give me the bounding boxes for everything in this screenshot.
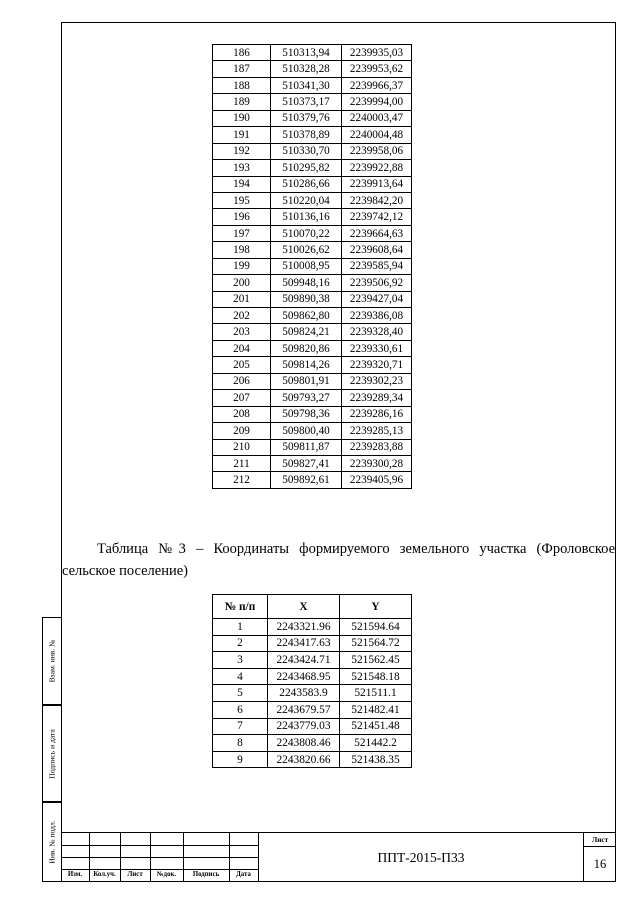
cell-point-number: 206 xyxy=(213,373,271,389)
side-stamp-label: Подпись и дата xyxy=(47,728,57,779)
table-row xyxy=(213,45,412,61)
table-row xyxy=(213,258,412,274)
column-header-number: № п/п xyxy=(213,595,268,619)
cell-x: 509892,61 xyxy=(271,472,342,488)
cell-point-number: 197 xyxy=(213,225,271,241)
cell-y: 521442.2 xyxy=(340,735,412,752)
cell-y: 2240003,47 xyxy=(342,110,412,126)
cell-x: 510313,94 xyxy=(271,45,342,61)
table-row xyxy=(213,373,412,389)
title-block-label-change: Изм. xyxy=(67,871,83,878)
cell-point-number: 199 xyxy=(213,258,271,274)
column-header-y: Y xyxy=(340,595,412,619)
cell-y: 2239608,64 xyxy=(342,242,412,258)
title-block-label-signature: Подпись xyxy=(192,871,220,878)
table-row xyxy=(213,225,412,241)
cell-point-number: 211 xyxy=(213,455,271,471)
cell-x: 509800,40 xyxy=(271,423,342,439)
title-block-label-doc-number: №док. xyxy=(156,871,177,878)
cell-point-number: 203 xyxy=(213,324,271,340)
cell-x: 2243583.9 xyxy=(268,685,340,702)
table-row xyxy=(213,61,412,77)
table-row xyxy=(213,685,412,702)
cell-y: 521564.72 xyxy=(340,635,412,652)
cell-y: 2239994,00 xyxy=(342,94,412,110)
cell-x: 510373,17 xyxy=(271,94,342,110)
side-stamp-signature-date xyxy=(42,705,61,802)
side-stamp-label: Инв. № подл. xyxy=(47,820,57,864)
table-row xyxy=(213,455,412,471)
cell-x: 509814,26 xyxy=(271,357,342,373)
table-row xyxy=(213,340,412,356)
cell-x: 509798,36 xyxy=(271,406,342,422)
cell-point-number: 194 xyxy=(213,176,271,192)
coordinates-table-3 xyxy=(212,594,412,768)
cell-y: 521511.1 xyxy=(340,685,412,702)
cell-point-number: 8 xyxy=(213,735,268,752)
cell-y: 2239289,34 xyxy=(342,390,412,406)
cell-x: 510286,66 xyxy=(271,176,342,192)
table-row xyxy=(213,291,412,307)
cell-point-number: 1 xyxy=(213,619,268,636)
table-row xyxy=(213,308,412,324)
cell-y: 2239664,63 xyxy=(342,225,412,241)
cell-y: 2239506,92 xyxy=(342,275,412,291)
cell-x: 509793,27 xyxy=(271,390,342,406)
cell-y: 2239427,04 xyxy=(342,291,412,307)
cell-y: 2239842,20 xyxy=(342,192,412,208)
cell-x: 510008,95 xyxy=(271,258,342,274)
cell-x: 2243417.63 xyxy=(268,635,340,652)
cell-point-number: 191 xyxy=(213,127,271,143)
cell-x: 509862,80 xyxy=(271,308,342,324)
cell-y: 2239286,16 xyxy=(342,406,412,422)
cell-x: 509827,41 xyxy=(271,455,342,471)
table-row xyxy=(213,275,412,291)
cell-y: 2239330,61 xyxy=(342,340,412,356)
cell-y: 2239742,12 xyxy=(342,209,412,225)
cell-point-number: 195 xyxy=(213,192,271,208)
coordinates-table-continued xyxy=(212,44,412,489)
cell-x: 510341,30 xyxy=(271,77,342,93)
cell-point-number: 7 xyxy=(213,718,268,735)
cell-point-number: 188 xyxy=(213,77,271,93)
cell-x: 510379,76 xyxy=(271,110,342,126)
cell-x: 510295,82 xyxy=(271,160,342,176)
cell-x: 2243424.71 xyxy=(268,652,340,669)
table-row xyxy=(213,94,412,110)
cell-x: 2243321.96 xyxy=(268,619,340,636)
sheet-label: Лист xyxy=(591,836,609,844)
table-row xyxy=(213,635,412,652)
side-stamp-replacement-inventory xyxy=(42,617,61,705)
cell-point-number: 207 xyxy=(213,390,271,406)
cell-x: 509890,38 xyxy=(271,291,342,307)
cell-x: 2243779.03 xyxy=(268,718,340,735)
cell-y: 2239300,28 xyxy=(342,455,412,471)
cell-y: 2239386,08 xyxy=(342,308,412,324)
cell-point-number: 187 xyxy=(213,61,271,77)
table-row xyxy=(213,668,412,685)
cell-x: 509948,16 xyxy=(271,275,342,291)
cell-y: 2239953,62 xyxy=(342,61,412,77)
cell-y: 521451.48 xyxy=(340,718,412,735)
cell-x: 2243679.57 xyxy=(268,701,340,718)
cell-y: 2239935,03 xyxy=(342,45,412,61)
table-row xyxy=(213,357,412,373)
sheet-number: 16 xyxy=(593,857,607,871)
table-row xyxy=(213,192,412,208)
table-row xyxy=(213,242,412,258)
cell-y: 2239283,88 xyxy=(342,439,412,455)
cell-point-number: 4 xyxy=(213,668,268,685)
cell-point-number: 189 xyxy=(213,94,271,110)
cell-point-number: 6 xyxy=(213,701,268,718)
table-row xyxy=(213,160,412,176)
side-stamp-original-inventory xyxy=(42,802,61,882)
cell-point-number: 2 xyxy=(213,635,268,652)
title-block-label-count: Кол.уч. xyxy=(93,871,116,878)
cell-x: 2243820.66 xyxy=(268,751,340,768)
title-block-label-date: Дата xyxy=(236,871,251,878)
document-code: ППТ-2015-П33 xyxy=(258,833,584,882)
cell-point-number: 9 xyxy=(213,751,268,768)
cell-point-number: 193 xyxy=(213,160,271,176)
cell-x: 510378,89 xyxy=(271,127,342,143)
table-row xyxy=(213,143,412,159)
title-block-label-sheet: Лист xyxy=(127,871,143,878)
cell-x: 2243808.46 xyxy=(268,735,340,752)
table-row xyxy=(213,324,412,340)
table-row xyxy=(213,472,412,488)
table-row xyxy=(213,176,412,192)
cell-point-number: 196 xyxy=(213,209,271,225)
cell-point-number: 201 xyxy=(213,291,271,307)
cell-y: 2239585,94 xyxy=(342,258,412,274)
cell-x: 509801,91 xyxy=(271,373,342,389)
cell-point-number: 200 xyxy=(213,275,271,291)
cell-y: 521562.45 xyxy=(340,652,412,669)
side-stamp-label: Взам. инв. № xyxy=(47,639,57,683)
cell-point-number: 198 xyxy=(213,242,271,258)
table-row xyxy=(213,110,412,126)
cell-y: 2239958,06 xyxy=(342,143,412,159)
table-row xyxy=(213,619,412,636)
cell-y: 521482.41 xyxy=(340,701,412,718)
cell-point-number: 186 xyxy=(213,45,271,61)
table-row xyxy=(213,439,412,455)
cell-point-number: 202 xyxy=(213,308,271,324)
cell-y: 2239302,23 xyxy=(342,373,412,389)
title-block xyxy=(61,832,616,882)
cell-y: 2239328,40 xyxy=(342,324,412,340)
table-row xyxy=(213,390,412,406)
cell-y: 2239913,64 xyxy=(342,176,412,192)
table-row xyxy=(213,735,412,752)
cell-x: 510328,28 xyxy=(271,61,342,77)
table-row xyxy=(213,406,412,422)
table-row xyxy=(213,652,412,669)
cell-x: 510220,04 xyxy=(271,192,342,208)
cell-x: 510070,22 xyxy=(271,225,342,241)
cell-y: 521594.64 xyxy=(340,619,412,636)
table-row xyxy=(213,718,412,735)
cell-y: 2239320,71 xyxy=(342,357,412,373)
cell-y: 2239285,13 xyxy=(342,423,412,439)
table-row xyxy=(213,701,412,718)
cell-x: 2243468.95 xyxy=(268,668,340,685)
table3-caption: Таблица №3 – Координаты формируемого земельного участка (Фроловское сельское поселение) xyxy=(62,541,615,579)
cell-y: 2239405,96 xyxy=(342,472,412,488)
table-row xyxy=(213,423,412,439)
cell-point-number: 5 xyxy=(213,685,268,702)
column-header-x: X xyxy=(268,595,340,619)
cell-y: 2239966,37 xyxy=(342,77,412,93)
cell-point-number: 205 xyxy=(213,357,271,373)
cell-point-number: 190 xyxy=(213,110,271,126)
table-row xyxy=(213,127,412,143)
table-row xyxy=(213,77,412,93)
cell-point-number: 209 xyxy=(213,423,271,439)
cell-point-number: 210 xyxy=(213,439,271,455)
cell-x: 509811,87 xyxy=(271,439,342,455)
cell-y: 521438.35 xyxy=(340,751,412,768)
cell-x: 510330,70 xyxy=(271,143,342,159)
cell-y: 521548.18 xyxy=(340,668,412,685)
cell-point-number: 192 xyxy=(213,143,271,159)
table-row xyxy=(213,209,412,225)
cell-point-number: 204 xyxy=(213,340,271,356)
cell-y: 2239922,88 xyxy=(342,160,412,176)
cell-x: 510136,16 xyxy=(271,209,342,225)
cell-y: 2240004,48 xyxy=(342,127,412,143)
cell-point-number: 212 xyxy=(213,472,271,488)
title-block-revision-grid xyxy=(61,833,258,882)
cell-point-number: 208 xyxy=(213,406,271,422)
table-header-row xyxy=(213,595,412,619)
table-row xyxy=(213,751,412,768)
cell-x: 509824,21 xyxy=(271,324,342,340)
cell-point-number: 3 xyxy=(213,652,268,669)
cell-x: 509820,86 xyxy=(271,340,342,356)
cell-x: 510026,62 xyxy=(271,242,342,258)
